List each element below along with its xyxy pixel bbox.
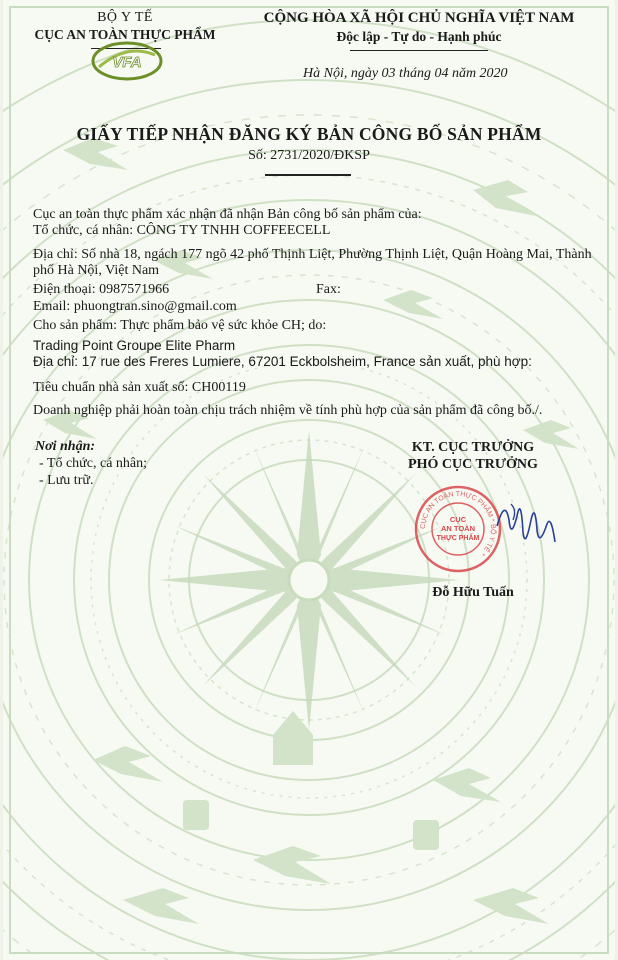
manufacturer-address: Địa chỉ: 17 rue des Freres Lumiere, 67201 Eckbolsheim, France sản xuất, phù hợp: [33, 354, 532, 369]
standard-line: Tiêu chuẩn nhà sản xuất số: CH00119 [33, 380, 246, 395]
svg-text:CỤC: CỤC [449, 515, 467, 524]
svg-text:VFA: VFA [112, 54, 142, 71]
fax-line: Fax: [316, 282, 341, 297]
receivers-title: Nơi nhận: [35, 439, 96, 454]
receiver-item: - Lưu trữ. [39, 473, 94, 488]
svg-text:CỤC AN TOÀN THỰC PHẨM * BỘ Y T: CỤC AN TOÀN THỰC PHẨM * BỘ Y TẾ * [419, 490, 497, 557]
svg-text:THỰC PHẨM: THỰC PHẨM [436, 535, 480, 542]
signer-name: Đỗ Hữu Tuấn [432, 585, 514, 600]
document-number: Số: 2731/2020/ĐKSP [248, 148, 370, 163]
signer-position-1: KT. CỤC TRƯỞNG [411, 440, 535, 455]
signer-position-2: PHÓ CỤC TRƯỞNG [408, 457, 538, 472]
vfa-logo [91, 41, 163, 81]
country-name: CỘNG HÒA XÃ HỘI CHỦ NGHĨA VIỆT NAM [263, 10, 575, 26]
manufacturer-name: Trading Point Groupe Elite Pharm [33, 338, 236, 353]
official-red-stamp [413, 484, 503, 574]
email-line: Email: phuongtran.sino@gmail.com [33, 299, 237, 314]
intro-text: Cục an toàn thực phẩm xác nhận đã nhận Bản công bố sản phẩm của: [33, 207, 422, 222]
responsibility-line: Doanh nghiệp phải hoàn toàn chịu trách nhiệm về tính phù hợp của sản phẩm đã công bố./. [33, 403, 543, 418]
svg-text:AN TOÀN: AN TOÀN [440, 524, 476, 533]
issuing-agency-block [25, 10, 225, 43]
document-title: GIẤY TIẾP NHẬN ĐĂNG KÝ BẢN CÔNG BỐ SẢN PHẨM [76, 124, 542, 144]
issue-date: Hà Nội, ngày 03 tháng 04 năm 2020 [303, 66, 508, 81]
motto-underline [350, 50, 488, 51]
phone-line: Điện thoại: 0987571966 [33, 282, 170, 297]
handwritten-signature [491, 490, 561, 560]
organization-line: Tổ chức, cá nhân: CÔNG TY TNHH COFFEECELL [33, 223, 331, 238]
product-line: Cho sản phẩm: Thực phẩm bảo vệ sức khỏe CH; do: [33, 318, 327, 333]
receiver-item: - Tổ chức, cá nhân; [39, 456, 148, 471]
agency-name: CỤC AN TOÀN THỰC PHẨM [34, 27, 216, 42]
national-title-block [231, 10, 607, 45]
certificate-page [3, 0, 615, 960]
title-underline [265, 174, 351, 176]
ministry-name: BỘ Y TẾ [97, 10, 153, 25]
organization-address: Địa chỉ: Số nhà 18, ngách 177 ngõ 42 phố Thịnh Liệt, Phường Thịnh Liệt, Quận Hoàng Mai, Thành phố Hà Nội, Việt Nam [33, 247, 592, 278]
national-motto: Độc lập - Tự do - Hạnh phúc [336, 29, 502, 44]
